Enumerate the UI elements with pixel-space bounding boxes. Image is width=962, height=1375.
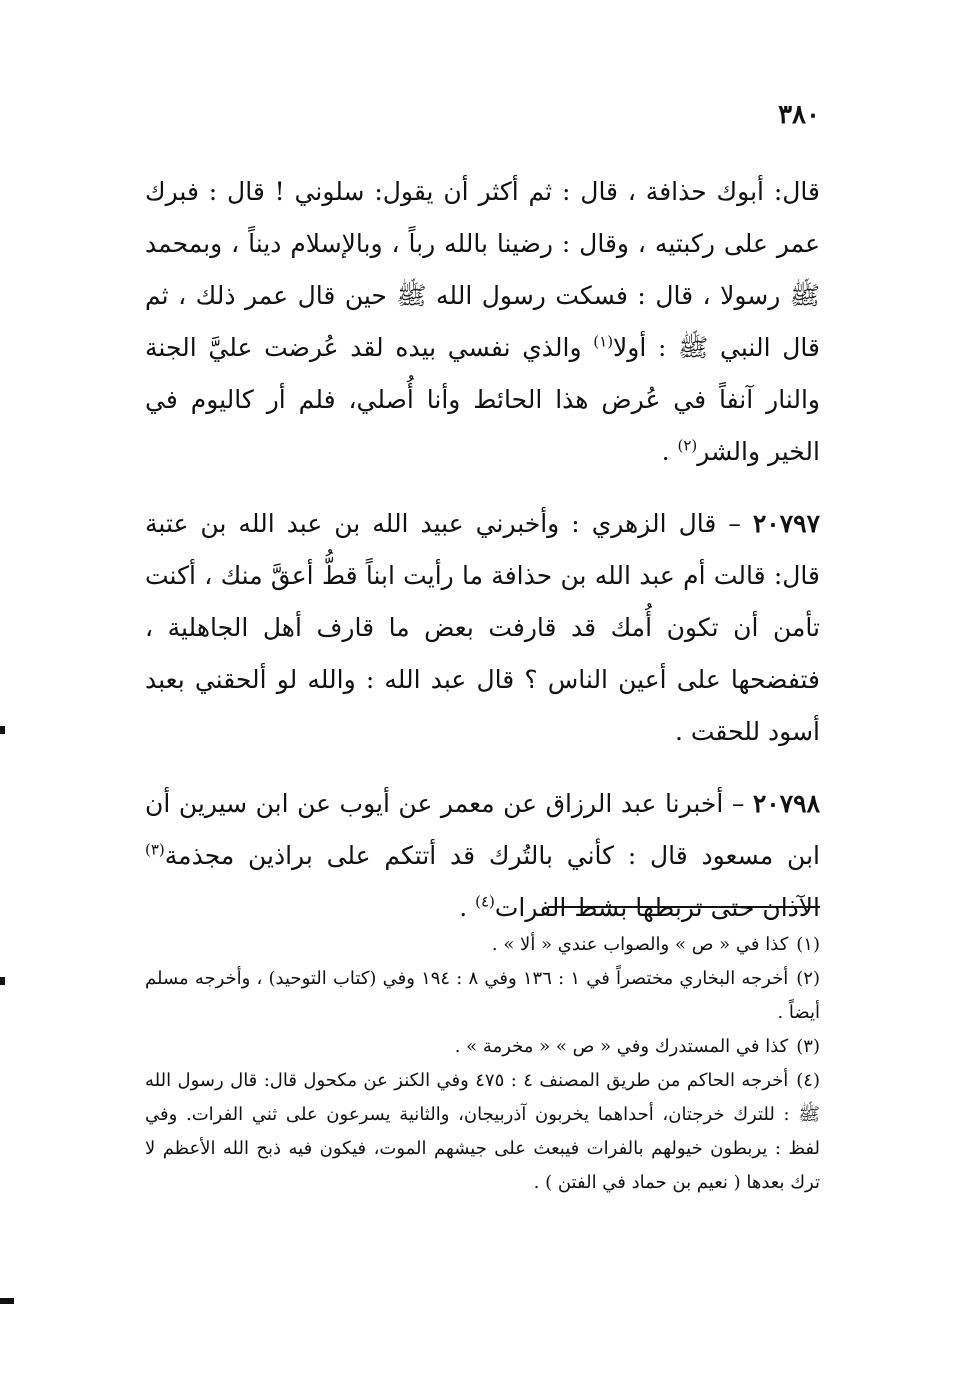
main-text [145, 166, 820, 934]
paragraph-text: . [661, 437, 678, 466]
paragraph-text: الآذان حتى تربطها بشط الفرات [494, 893, 820, 922]
paragraph-3 [145, 778, 820, 934]
paragraph-2 [145, 498, 820, 758]
hadith-number: ٢٠٧٩٨ [752, 789, 820, 818]
footnote-1 [145, 928, 820, 962]
footnote-divider [548, 906, 820, 908]
paragraph-text: والذي نفسي بيده لقد عُرضت عليَّ الجنة والنار آنفاً في عُرض هذا الحائط وأنا أُصلي، فلم أر كاليوم في الخير والشر [145, 333, 820, 466]
footnote-text: أخرجه البخاري مختصراً في ١ : ١٣٦ وفي ٨ : ١٩٤ وفي (كتاب التوحيد) ، وأخرجه مسلم أيضاً . [145, 968, 820, 1023]
footnote-number: (٣) [796, 1036, 820, 1057]
page-number: ٣٨٠ [778, 100, 820, 130]
paragraph-text: . [459, 893, 476, 922]
footnote-2 [145, 962, 820, 1030]
footnote-4 [145, 1064, 820, 1200]
footnote-number: (٤) [796, 1070, 820, 1091]
paragraph-1 [145, 166, 820, 478]
footnote-ref-4: (٤) [475, 892, 495, 911]
footnote-ref-2: (٢) [677, 436, 698, 455]
footnote-3 [145, 1030, 820, 1064]
hadith-number: ٢٠٧٩٧ [752, 509, 820, 538]
footnote-text: أخرجه الحاكم من طريق المصنف ٤ : ٤٧٥ وفي الكنز عن مكحول قال: قال رسول الله ﷺ : للترك خرجتان، أحداهما يخربون آذربيجان، والثانية يسرعون على ثني الفرات. وفي لفظ : يربطون خيولهم بالفرات فيبعث على جيشهم الموت، فيكون فيه ذبح الله الأعظم لا ترك بعدها ( نعيم بن حماد في الفتن ) . [145, 1070, 820, 1193]
scan-edge-mark [0, 726, 5, 734]
footnote-ref-1: (١) [593, 332, 614, 351]
footnote-ref-3: (٣) [145, 840, 165, 859]
scan-edge-mark [0, 1298, 14, 1304]
footnotes [145, 928, 820, 1200]
footnote-text: كذا في « ص » والصواب عندي « ألا » . [491, 934, 789, 955]
footnote-text: كذا في المستدرك وفي « ص » « مخرمة » . [454, 1036, 789, 1057]
paragraph-text: – أخبرنا عبد الرزاق عن معمر عن أيوب عن ابن سيرين أن ابن مسعود قال : كأني بالتُرك قد أتتكم على براذين مجذمة [145, 789, 820, 870]
paragraph-text: قال: أبوك حذافة ، قال : ثم أكثر أن يقول: سلوني ! قال : فبرك عمر على ركبتيه ، وقال : رضينا بالله رباً ، وبالإسلام ديناً ، وبمحمد ﷺ رسولا ، قال : فسكت رسول الله ﷺ حين قال عمر ذلك ، ثم قال النبي ﷺ : أولا [145, 177, 820, 362]
scan-edge-mark [0, 977, 5, 985]
footnote-number: (١) [796, 934, 820, 955]
footnote-number: (٢) [796, 968, 820, 989]
paragraph-text: – قال الزهري : وأخبرني عبيد الله بن عبد الله بن عتبة قال: قالت أم عبد الله بن حذافة ما رأيت ابناً قطُّ أعقَّ منك ، أكنت تأمن أن تكون أُمك قد قارفت بعض ما قارف أهل الجاهلية ، فتفضحها على أعين الناس ؟ قال عبد الله : والله لو ألحقني بعبد أسود للحقت . [145, 509, 820, 746]
